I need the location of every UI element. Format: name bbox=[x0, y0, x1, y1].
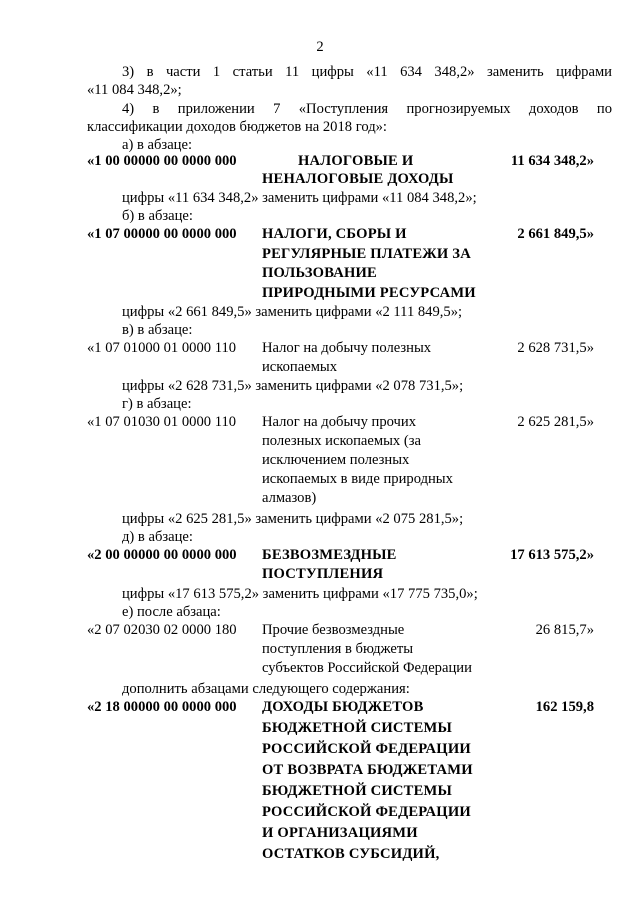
subitem-d-marker: д) в абзаце: bbox=[122, 529, 193, 545]
entry-a-code: «1 00 00000 00 0000 000 bbox=[87, 153, 237, 169]
entry-b-desc-4: ПРИРОДНЫМИ РЕСУРСАМИ bbox=[262, 285, 476, 301]
subitem-e-marker: е) после абзаца: bbox=[122, 604, 221, 620]
entry-v-code: «1 07 01000 01 0000 110 bbox=[87, 340, 237, 356]
entry-b-code: «1 07 00000 00 0000 000 bbox=[87, 226, 237, 242]
entry-a-change: цифры «11 634 348,2» заменить цифрами «11 084 348,2»; bbox=[122, 190, 477, 206]
entry-b-amount: 2 661 849,5» bbox=[517, 226, 594, 242]
item4-line1: 4) в приложении 7 «Поступления прогнозируемых доходов по bbox=[122, 101, 612, 117]
new-entry-code: «2 18 00000 00 0000 000 bbox=[87, 699, 237, 715]
item3-line2: «11 084 348,2»; bbox=[87, 82, 182, 98]
entry-b-change: цифры «2 661 849,5» заменить цифрами «2 111 849,5»; bbox=[122, 304, 463, 320]
entry-a-desc-1: НАЛОГОВЫЕ И bbox=[298, 153, 414, 169]
new-entry-amount: 162 159,8 bbox=[535, 699, 594, 715]
entry-g-desc-2: полезных ископаемых (за bbox=[262, 433, 421, 449]
entry-g-desc-5: алмазов) bbox=[262, 490, 317, 506]
entry-v-change: цифры «2 628 731,5» заменить цифрами «2 078 731,5»; bbox=[122, 378, 464, 394]
entry-d-desc-1: БЕЗВОЗМЕЗДНЫЕ bbox=[262, 547, 397, 563]
entry-d-code: «2 00 00000 00 0000 000 bbox=[87, 547, 237, 563]
entry-a-desc-2: НЕНАЛОГОВЫЕ ДОХОДЫ bbox=[262, 171, 454, 187]
entry-g-desc-3: исключением полезных bbox=[262, 452, 410, 468]
entry-v-desc-2: ископаемых bbox=[262, 359, 338, 375]
entry-e-change: дополнить абзацами следующего содержания: bbox=[122, 681, 410, 697]
new-entry-desc-4: ОТ ВОЗВРАТА БЮДЖЕТАМИ bbox=[262, 762, 473, 778]
new-entry-desc-3: РОССИЙСКОЙ ФЕДЕРАЦИИ bbox=[262, 741, 471, 757]
entry-v-desc-1: Налог на добычу полезных bbox=[262, 340, 432, 356]
entry-e-desc-1: Прочие безвозмездные bbox=[262, 622, 405, 638]
subitem-b-marker: б) в абзаце: bbox=[122, 208, 193, 224]
new-entry-desc-5: БЮДЖЕТНОЙ СИСТЕМЫ bbox=[262, 783, 453, 799]
entry-e-desc-2: поступления в бюджеты bbox=[262, 641, 414, 657]
entry-d-change: цифры «17 613 575,2» заменить цифрами «17 775 735,0»; bbox=[122, 586, 478, 602]
entry-b-desc-3: ПОЛЬЗОВАНИЕ bbox=[262, 265, 377, 281]
entry-b-desc-2: РЕГУЛЯРНЫЕ ПЛАТЕЖИ ЗА bbox=[262, 246, 471, 262]
item3-line1: 3) в части 1 статьи 11 цифры «11 634 348,2» заменить цифрами bbox=[122, 64, 612, 80]
entry-g-amount: 2 625 281,5» bbox=[517, 414, 594, 430]
new-entry-desc-7: И ОРГАНИЗАЦИЯМИ bbox=[262, 825, 418, 841]
new-entry-desc-2: БЮДЖЕТНОЙ СИСТЕМЫ bbox=[262, 720, 453, 736]
entry-g-desc-1: Налог на добычу прочих bbox=[262, 414, 417, 430]
entry-d-amount: 17 613 575,2» bbox=[510, 547, 594, 563]
entry-d-desc-2: ПОСТУПЛЕНИЯ bbox=[262, 566, 384, 582]
entry-e-desc-3: субъектов Российской Федерации bbox=[262, 660, 472, 676]
new-entry-desc-1: ДОХОДЫ БЮДЖЕТОВ bbox=[262, 699, 424, 715]
subitem-v-marker: в) в абзаце: bbox=[122, 322, 193, 338]
entry-a-amount: 11 634 348,2» bbox=[510, 153, 594, 169]
entry-e-code: «2 07 02030 02 0000 180 bbox=[87, 622, 237, 638]
page-number: 2 bbox=[316, 39, 324, 55]
new-entry-desc-8: ОСТАТКОВ СУБСИДИЙ, bbox=[262, 846, 440, 862]
entry-g-desc-4: ископаемых в виде природных bbox=[262, 471, 453, 487]
subitem-g-marker: г) в абзаце: bbox=[122, 396, 192, 412]
item4-line2: классификации доходов бюджетов на 2018 год»: bbox=[87, 119, 387, 135]
entry-g-code: «1 07 01030 01 0000 110 bbox=[87, 414, 237, 430]
new-entry-desc-6: РОССИЙСКОЙ ФЕДЕРАЦИИ bbox=[262, 804, 471, 820]
entry-g-change: цифры «2 625 281,5» заменить цифрами «2 075 281,5»; bbox=[122, 511, 464, 527]
entry-v-amount: 2 628 731,5» bbox=[517, 340, 594, 356]
subitem-a-marker: а) в абзаце: bbox=[122, 137, 193, 153]
entry-b-desc-1: НАЛОГИ, СБОРЫ И bbox=[262, 226, 407, 242]
entry-e-amount: 26 815,7» bbox=[535, 622, 594, 638]
